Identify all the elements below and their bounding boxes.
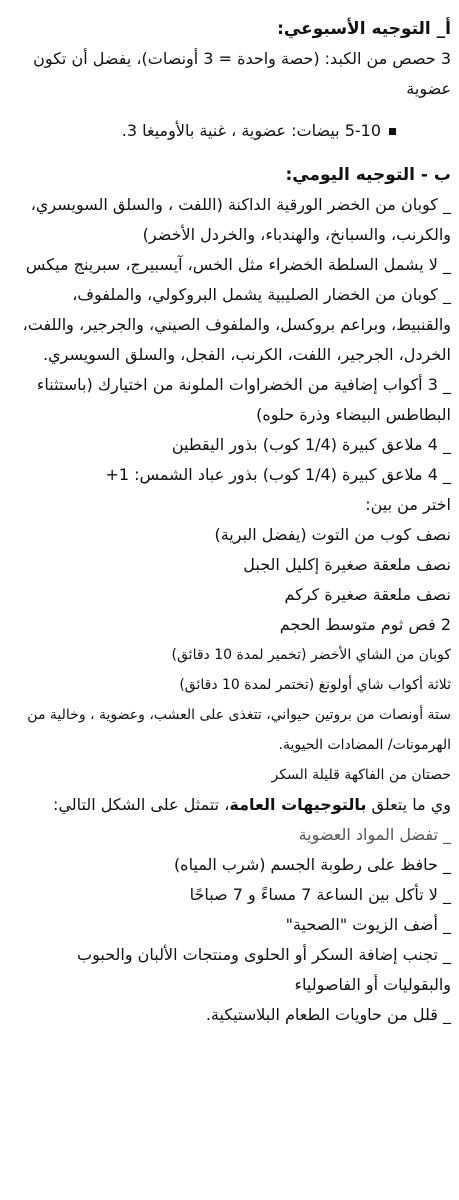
- list-item: _ كوبان من الخضر الورقية الداكنة (اللفت ، والسلق السويسري، والكرنب، والسبانخ، والهندباء، والخردل الأخضر): [30, 195, 451, 244]
- choice-item: 2 فص ثوم متوسط الحجم: [279, 615, 451, 634]
- section-b-heading: ب - التوجيه اليومي:: [285, 165, 451, 185]
- general-intro-bold: بالتوجيهات العامة: [229, 795, 367, 814]
- list-item: _ 3 أكواب إضافية من الخضراوات الملونة من اختيارك (باستثناء البطاطس البيضاء وذرة حلوه): [36, 375, 451, 424]
- general-item: _ تفضل المواد العضوية: [298, 825, 451, 844]
- list-item: _ 4 ملاعق كبيرة (1/4 كوب) بذور اليقطين: [171, 435, 451, 454]
- section-a-heading: أ_ التوجيه الأسبوعي:: [277, 19, 451, 39]
- general-item: _ حافظ على رطوبة الجسم (شرب المياه): [173, 855, 451, 874]
- general-guidelines-intro: [10, 790, 451, 820]
- choice-item: ثلاثة أكواب شاي أولونغ (تختمر لمدة 10 دقائق): [179, 677, 451, 693]
- choice-item: كوبان من الشاي الأخضر (تخمير لمدة 10 دقائق): [171, 647, 451, 663]
- eggs-guideline: 5-10 بيضات: عضوية ، غنية بالأوميغا 3.: [121, 121, 381, 140]
- list-item: _ 4 ملاعق كبيرة (1/4 كوب) بذور عباد الشمس: 1+: [105, 465, 451, 484]
- list-item: _ لا يشمل السلطة الخضراء مثل الخس، آيسبيرج، سبرينج ميكس: [25, 255, 451, 274]
- choose-label: اختر من بين:: [365, 495, 451, 514]
- general-item: _ لا تأكل بين الساعة 7 مساءً و 7 صباحًا: [189, 885, 451, 904]
- general-intro-prefix: وي ما يتعلق: [366, 795, 451, 814]
- general-intro-suffix: ، تتمثل على الشكل التالي:: [53, 795, 230, 814]
- choice-item: حصتان من الفاكهة قليلة السكر: [271, 767, 451, 783]
- choice-item: نصف ملعقة صغيرة إكليل الجبل: [243, 555, 451, 574]
- square-bullet-icon: [389, 128, 396, 135]
- general-item: _ قلل من حاويات الطعام البلاستيكية.: [205, 1005, 451, 1024]
- choice-item: ستة أونصات من بروتين حيواني، تتغذى على العشب، وعضوية ، وخالية من الهرمونات/ المضادات الحيوية.: [27, 707, 451, 753]
- general-item: _ أضف الزيوت "الصحية": [285, 915, 451, 934]
- list-item: _ كوبان من الخضار الصليبية يشمل البروكولي، والملفوف، والقنبيط، وبراعم بروكسل، والملفوف الصيني، والجرجير، واللفت، الخردل، الجرجير، اللفت، الكرنب، الفجل، والسلق السويسري.: [22, 285, 451, 364]
- liver-guideline: 3 حصص من الكبد: (حصة واحدة = 3 أونصات)، يفضل أن تكون عضوية: [33, 49, 451, 98]
- eggs-bullet: [10, 116, 451, 146]
- choice-item: نصف كوب من التوت (يفضل البرية): [214, 525, 451, 544]
- choice-item: نصف ملعقة صغيرة كركم: [284, 585, 451, 604]
- bottom-fade: [0, 1182, 459, 1200]
- general-item: _ تجنب إضافة السكر أو الحلوى ومنتجات الألبان والحبوب والبقوليات أو الفاصولياء: [77, 945, 451, 994]
